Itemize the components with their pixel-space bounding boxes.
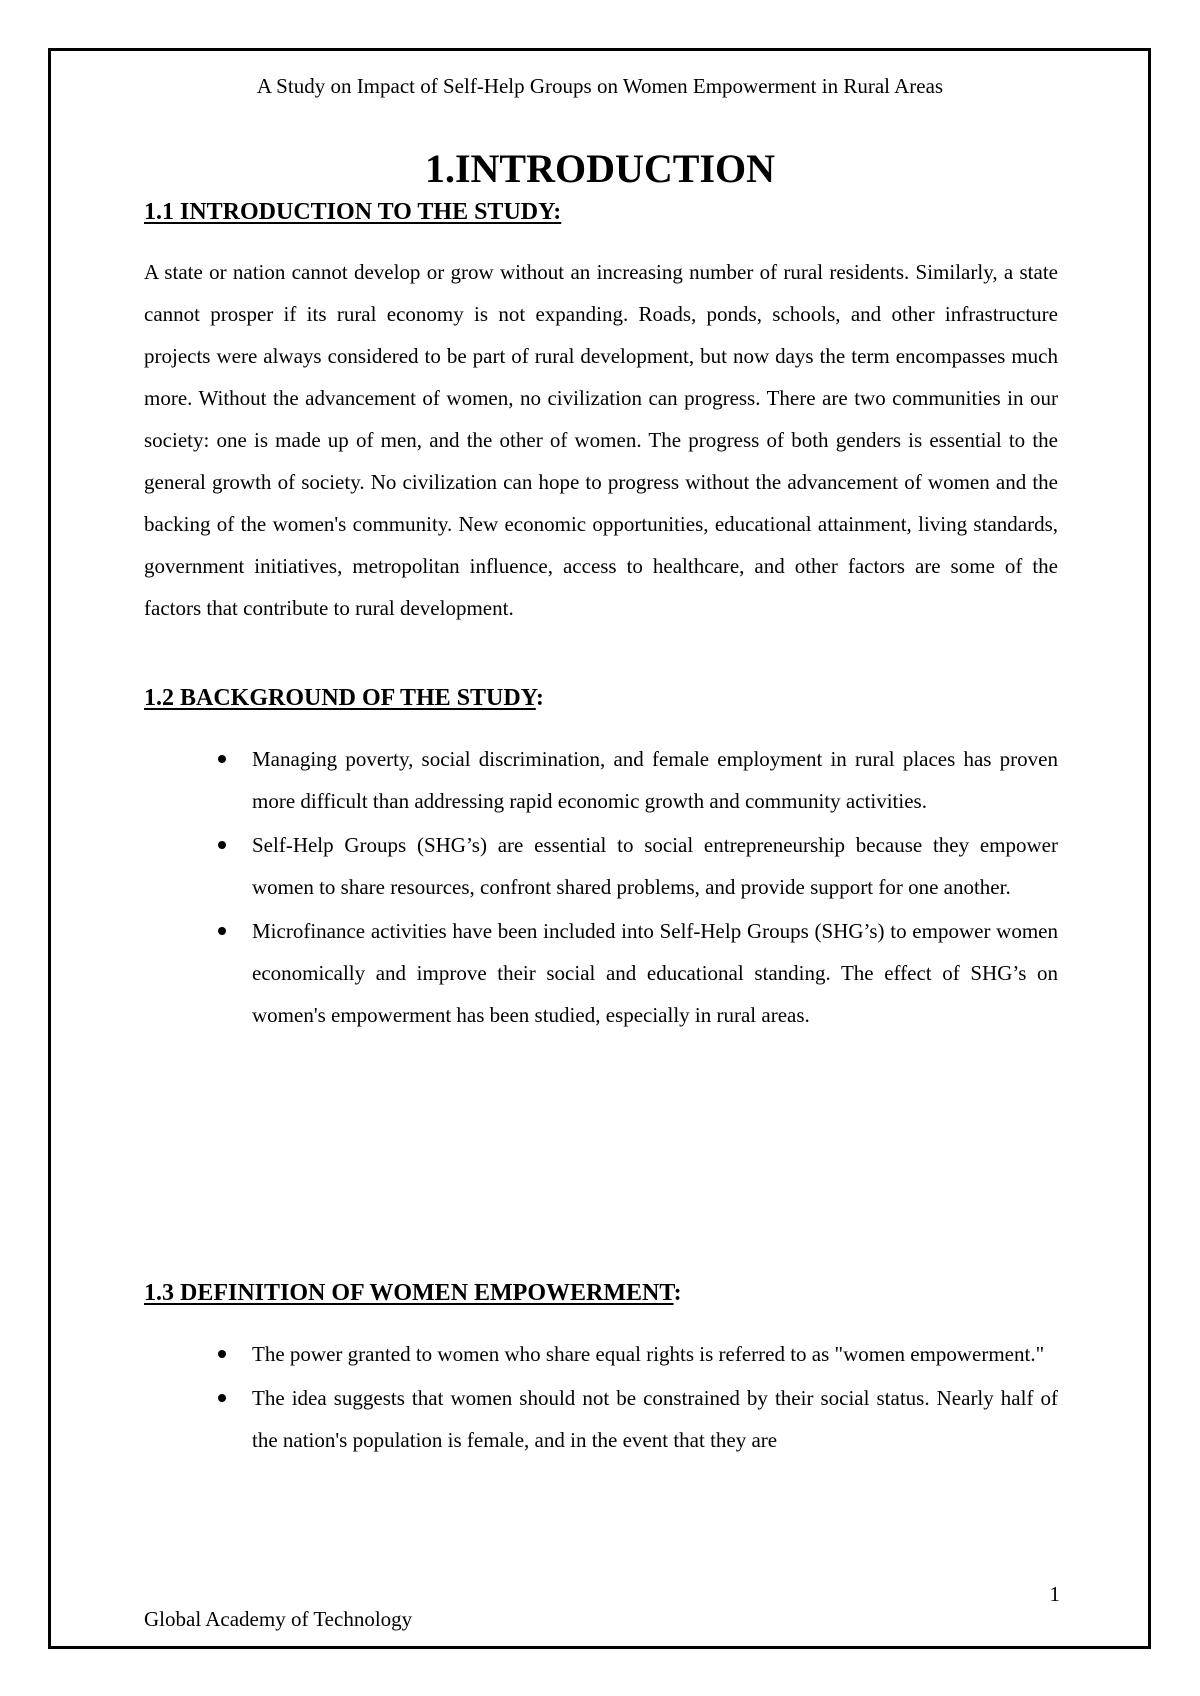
list-item-text: Microfinance activities have been included into Self-Help Groups (SHG’s) to empower women economically and improve their social and educational standing. The effect of SHG’s on women's empowerment has been studied, especially in rural areas. [252, 919, 1058, 1027]
running-header: A Study on Impact of Self-Help Groups on Women Empowerment in Rural Areas [256, 74, 944, 98]
section-heading-1-1-text: 1.1 INTRODUCTION TO THE STUDY [144, 199, 554, 225]
section-heading-1-1-colon: : [553, 199, 562, 225]
list-item-text: Self-Help Groups (SHG’s) are essential to social entrepreneurship because they empower women to share resources, confront shared problems, and provide support for one another. [252, 833, 1058, 899]
list-item-text: The power granted to women who share equal rights is referred to as "women empowerment." [252, 1342, 1045, 1366]
list-item-text: The idea suggests that women should not be constrained by their social status. Nearly half of the nation's population is female, and in the event that they are [252, 1386, 1058, 1452]
list-item [144, 1333, 1058, 1375]
intro-paragraph: A state or nation cannot develop or grow without an increasing number of rural residents. Similarly, a state cannot prosper if its rural economy is not expanding. Roads, ponds, schools, and other infrastructure projects were always considered to be part of rural development, but now days the term encompasses much more. Without the advancement of women, no civilization can progress. There are two communities in our society: one is made up of men, and the other of women. The progress of both genders is essential to the general growth of society. No civilization can hope to progress without the advancement of women and the backing of the women's community. New economic opportunities, educational attainment, living standards, government initiatives, metropolitan influence, access to healthcare, and other factors are some of the factors that contribute to rural development. [144, 260, 1058, 620]
section-heading-1-2-text: 1.2 BACKGROUND OF THE STUDY [144, 685, 536, 711]
bullet-icon [218, 1394, 226, 1402]
section-heading-1-3 [144, 1278, 682, 1308]
list-item [144, 738, 1058, 822]
section-heading-1-2-colon: : [535, 685, 544, 711]
section-heading-1-2 [144, 683, 544, 713]
section-heading-1-1 [144, 197, 561, 227]
definition-bullet-list [144, 1333, 1058, 1463]
section-heading-1-3-colon: : [673, 1280, 682, 1306]
section-heading-1-3-text: 1.3 DEFINITION OF WOMEN EMPOWERMENT [144, 1280, 674, 1306]
background-bullet-list [144, 738, 1058, 1038]
list-item [144, 1377, 1058, 1461]
bullet-icon [218, 1350, 226, 1358]
footer-institution: Global Academy of Technology [144, 1607, 413, 1631]
chapter-title: 1.INTRODUCTION [424, 146, 776, 191]
bullet-icon [218, 841, 226, 849]
bullet-icon [218, 927, 226, 935]
page-number: 1 [1049, 1582, 1060, 1606]
list-item-text: Managing poverty, social discrimination, and female employment in rural places has proven more difficult than addressing rapid economic growth and community activities. [252, 747, 1058, 813]
list-item [144, 824, 1058, 908]
bullet-icon [218, 755, 226, 763]
list-item [144, 910, 1058, 1036]
